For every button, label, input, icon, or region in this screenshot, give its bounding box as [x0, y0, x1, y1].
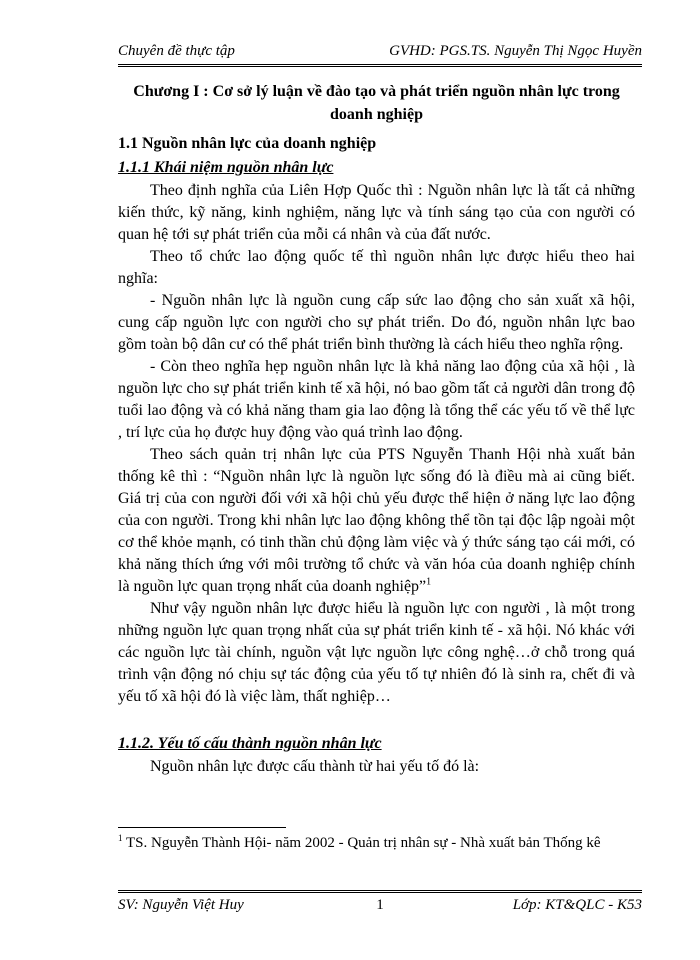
paragraph: Nguồn nhân lực được cấu thành từ hai yếu tố đó là:: [150, 758, 480, 775]
page-number: 1: [376, 897, 384, 913]
paragraph: Theo tổ chức lao động quốc tế thì nguồn nhân lực được hiểu theo hai nghĩa:: [118, 248, 635, 287]
section-heading-1-1-2: 1.1.2. Yếu tố cấu thành nguồn nhân lực: [118, 735, 382, 752]
header-supervisor: GVHD: PGS.TS. Nguyễn Thị Ngọc Huyền: [389, 43, 642, 59]
page-body: [118, 80, 635, 778]
paragraph: - Nguồn nhân lực là nguồn cung cấp sức lao động cho sản xuất xã hội, cung cấp nguồn lực con người cho sự phát triển. Do đó, nguồn nhân lực bao gồm toàn bộ dân cư có thể phát triển bình thường là cách hiểu theo nghĩa rộng.: [118, 292, 635, 353]
chapter-title: Chương I : Cơ sở lý luận về đào tạo và phát triển nguồn nhân lực trong doanh nghiệp: [133, 83, 620, 123]
paragraph: Theo định nghĩa của Liên Hợp Quốc thì : Nguồn nhân lực là tất cả những kiến thức, kỹ năng, kinh nghiệm, năng lực và tính sáng tạo của con người có quan hệ tới sự phát triển của mỗi cá nhân và của đất nước.: [118, 182, 635, 243]
paragraph-quote-text: Theo sách quản trị nhân lực của PTS Nguyễn Thanh Hội nhà xuất bản thống kê thì : “Nguồn nhân lực là nguồn lực sống đó là điều mà ai cũng biết. Giá trị của con người đối với xã hội chủ yếu được thể hiện ở năng lực lao động của con người. Trong khi nhân lực lao động không thể tồn tại độc lập ngoài một cơ thể khỏe mạnh, có tinh thần chủ động làm việc và ý thức sáng tạo cái mới, có khả năng thích ứng với môi trường tổ chức và văn hóa của doanh nghiệp chính là nguồn lực quan trọng nhất của doanh nghiệp”: [118, 446, 635, 595]
footer-class: Lớp: KT&QLC - K53: [512, 897, 642, 913]
paragraph-with-footnote: [118, 444, 635, 598]
paragraph: - Còn theo nghĩa hẹp nguồn nhân lực là khả năng lao động của xã hội , là nguồn lực cho sự phát triển kinh tế xã hội, nó bao gồm tất cả người dân trong độ tuổi lao động và có khả năng tham gia lao động là tổng thể các yếu tố về thể lực , trí lực của họ được huy động vào quá trình lao động.: [118, 358, 635, 441]
footnote-separator: [118, 827, 286, 828]
spacer: [118, 708, 635, 732]
paragraph: Như vậy nguồn nhân lực được hiểu là nguồn lực con người , là một trong những nguồn lực quan trọng nhất của sự phát triển kinh tế - xã hội. Nó khác với các nguồn lực tài chính, nguồn vật lực nguồn lực công nghệ…ở chỗ trong quá trình vận động nó chịu sự tác động của yếu tố tự nhiên đó là sinh ra, chết đi và yếu tố xã hội đó là việc làm, thất nghiệp…: [118, 600, 635, 705]
footnote-reference[interactable]: 1: [426, 576, 432, 588]
footnote-mark: 1: [118, 833, 123, 843]
page-header: [118, 40, 642, 67]
footnote-text: TS. Nguyễn Thành Hội- năm 2002 - Quản trị nhân sự - Nhà xuất bản Thống kê: [122, 835, 601, 851]
footer-student: SV: Nguyễn Việt Huy: [118, 897, 244, 913]
page-footer: [118, 890, 642, 917]
section-heading-1-1: 1.1 Nguồn nhân lực của doanh nghiệp: [118, 135, 377, 152]
header-course: Chuyên đề thực tập: [118, 43, 235, 59]
footnote: [118, 832, 635, 854]
section-heading-1-1-1: 1.1.1 Khái niệm nguồn nhân lực: [118, 159, 334, 176]
